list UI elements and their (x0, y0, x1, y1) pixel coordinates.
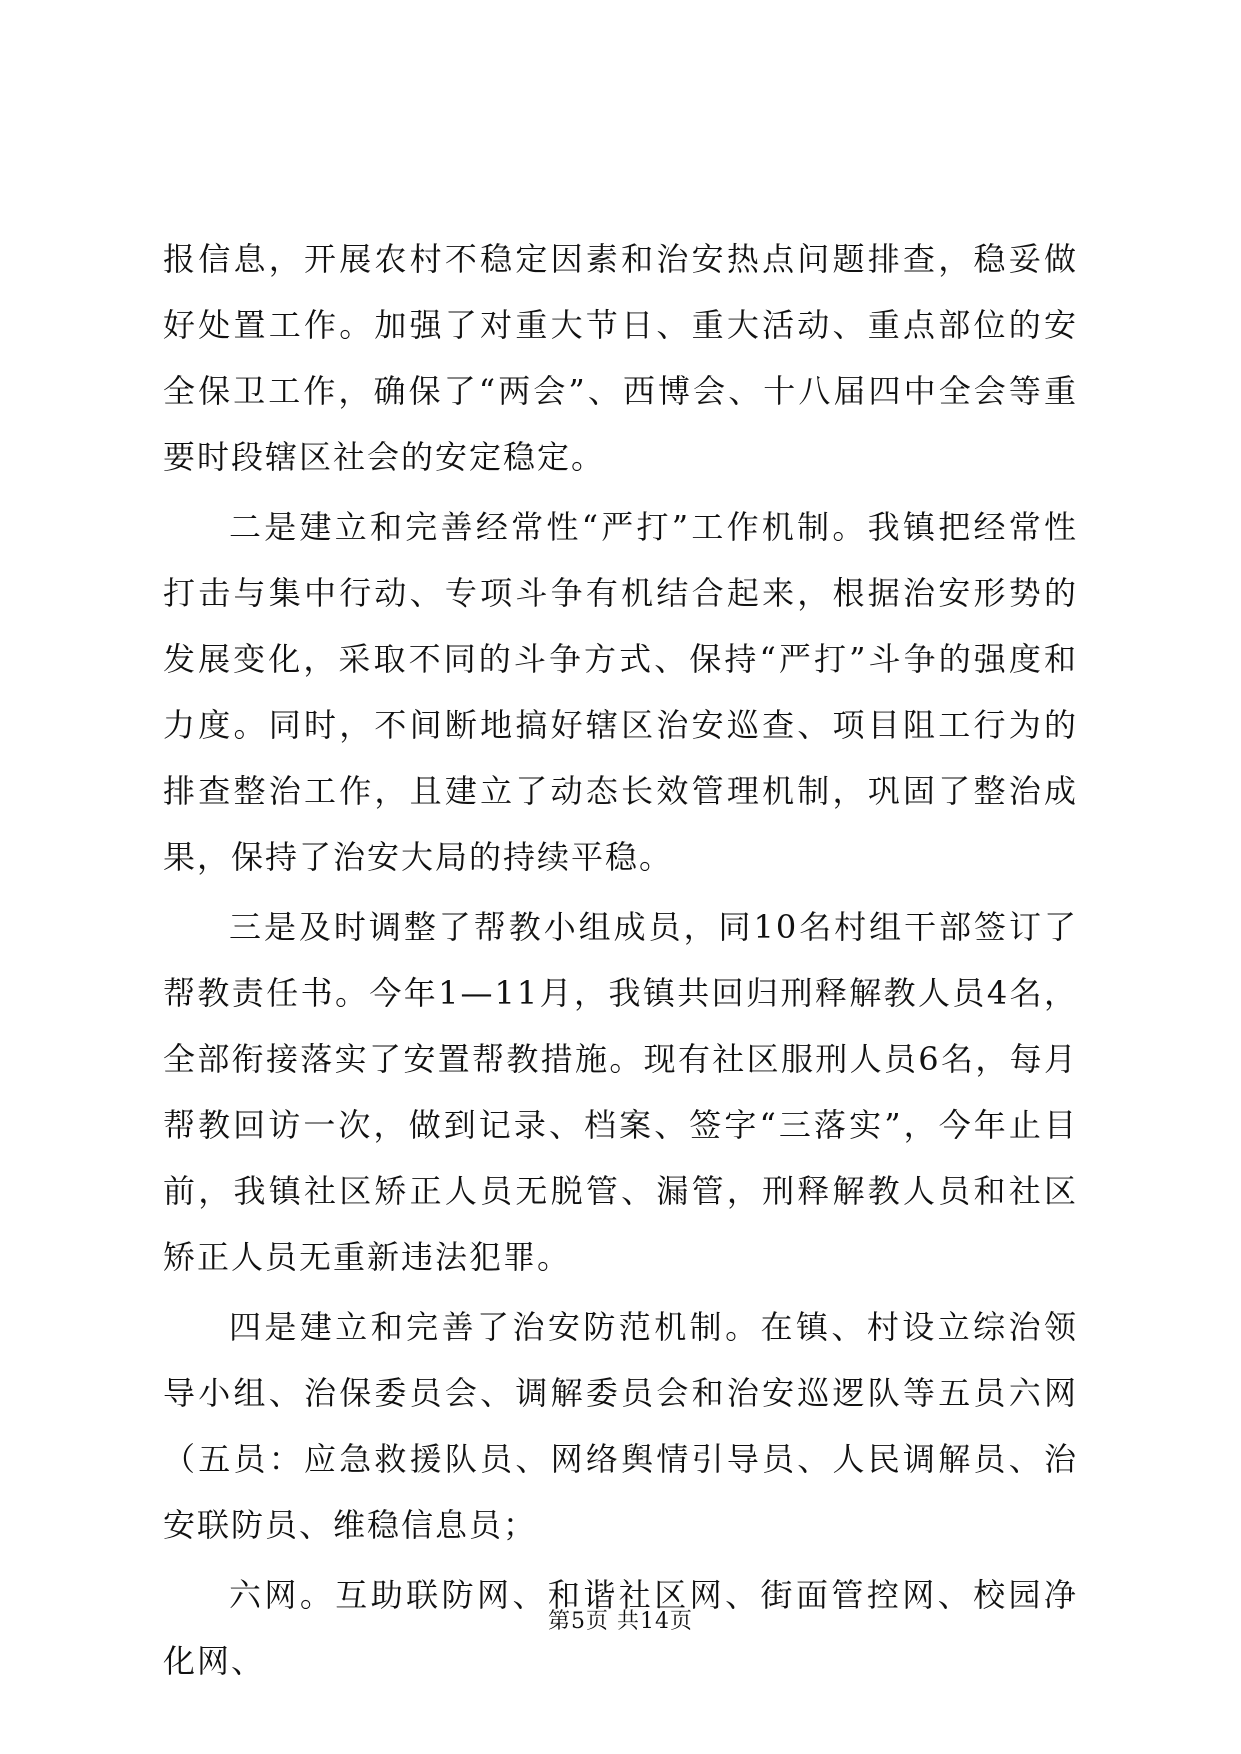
document-body (163, 226, 1078, 1694)
paragraph-strike-hard: 二是建立和完善经常性“严打”工作机制。我镇把经常性打击与集中行动、专项斗争有机结合起来，根据治安形势的发展变化，采取不同的斗争方式、保持“严打”斗争的强度和力度。同时，不间断地搞好辖区治安巡查、项目阻工行为的排查整治工作，且建立了动态长效管理机制，巩固了整治成果，保持了治安大局的持续平稳。 (163, 508, 1078, 876)
paragraph-six-networks: 六网。互助联防网、和谐社区网、街面管控网、校园净化网、 (163, 1576, 1078, 1680)
paragraph-prevention: 四是建立和完善了治安防范机制。在镇、村设立综治领导小组、治保委员会、调解委员会和治安巡逻队等五员六网（五员：应急救援队员、网络舆情引导员、人民调解员、治安联防员、维稳信息员； (163, 1308, 1078, 1544)
page-number-footer: 第5页 共14页 (548, 1609, 693, 1634)
paragraph-rehabilitation: 三是及时调整了帮教小组成员，同10名村组干部签订了帮教责任书。今年1—11月，我镇共回归刑释解教人员4名，全部衔接落实了安置帮教措施。现有社区服刑人员6名，每月帮教回访一次，做到记录、档案、签字“三落实”，今年止目前，我镇社区矫正人员无脱管、漏管，刑释解教人员和社区矫正人员无重新违法犯罪。 (163, 908, 1078, 1276)
paragraph-continuation: 报信息，开展农村不稳定因素和治安热点问题排查，稳妥做好处置工作。加强了对重大节日、重大活动、重点部位的安全保卫工作，确保了“两会”、西博会、十八届四中全会等重要时段辖区社会的安定稳定。 (163, 240, 1078, 476)
